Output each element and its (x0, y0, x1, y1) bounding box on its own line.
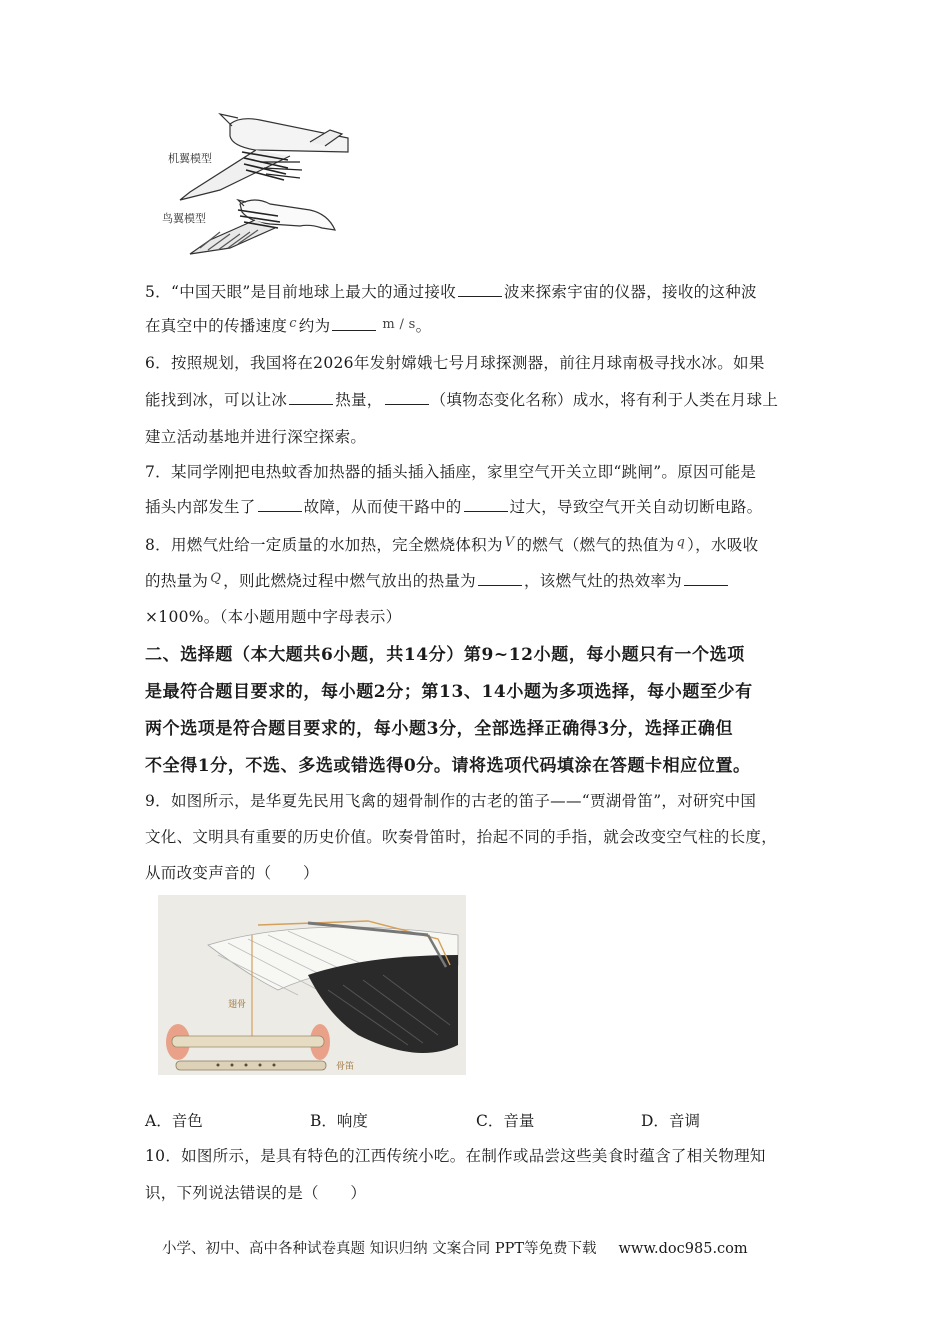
q5-line1 (145, 280, 757, 302)
footer-text: 小学、初中、高中各种试卷真题 知识归纳 文案合同 PPT等免费下载 (162, 1241, 597, 1257)
q8-var-q: q (676, 535, 686, 550)
q7-text-4: 过大，导致空气开关自动切断电路。 (509, 498, 763, 516)
q5-text-5: 。 (415, 317, 432, 335)
q6-text-2: 能找到冰，可以让冰 (145, 391, 288, 409)
q9-line2 (145, 825, 777, 847)
q7-blank-1[interactable] (258, 497, 302, 512)
q9-option-b-key: B． (310, 1112, 337, 1130)
q8-text-5: ，则此燃烧过程中燃气放出的热量为 (223, 572, 476, 590)
q8-text-6: ，该燃气灶的热效率为 (523, 572, 682, 590)
q9-option-d[interactable] (641, 1109, 700, 1131)
q5-blank-1[interactable] (458, 282, 502, 297)
q8-line3 (145, 605, 401, 627)
q9-option-a-key: A． (145, 1112, 172, 1130)
q9-option-a[interactable] (145, 1109, 203, 1131)
q6-blank-2[interactable] (385, 390, 429, 405)
q5-unit: m / s (382, 317, 416, 332)
bird-wing-model-label: 鸟翼模型 (162, 212, 206, 225)
q6-blank-1[interactable] (289, 390, 333, 405)
q8-blank-1[interactable] (478, 571, 522, 586)
q9-option-c-text: 音量 (503, 1112, 535, 1130)
q9-line1 (145, 789, 756, 811)
section2-line3: 两个选项是符合题目要求的，每小题3分，全部选择正确得3分，选择正确但 (145, 719, 734, 739)
q9-line3 (145, 861, 319, 883)
q8-line2 (145, 569, 730, 591)
wing-model-figure (160, 112, 352, 257)
section2-line2: 是最符合题目要求的，每小题2分；第13、14小题为多项选择，每小题至少有 (145, 682, 753, 702)
q5-var-c: c (289, 316, 297, 331)
q5-line2 (145, 314, 431, 336)
q9-number: 9． (145, 792, 171, 810)
q9-option-d-text: 音调 (668, 1112, 700, 1130)
q5-text-3: 在真空中的传播速度 (145, 317, 288, 335)
q8-text-2: 的燃气（燃气的热值为 (516, 536, 675, 554)
bone-flute-figure (158, 895, 466, 1075)
q9-option-c[interactable] (476, 1109, 534, 1131)
q6-text-3: 热量， (335, 391, 383, 409)
q9-text-2: 文化、文明具有重要的历史价值。吹奏骨笛时，抬起不同的手指，就会改变空气柱的长度， (145, 828, 778, 846)
q10-text-2: 识，下列说法错误的是（ ） (145, 1184, 367, 1202)
q10-number: 10． (145, 1147, 182, 1165)
q7-text-3: 故障，从而使干路中的 (303, 498, 462, 516)
q8-number: 8． (145, 536, 171, 554)
q6-line3 (145, 425, 366, 447)
q6-line1 (145, 351, 765, 373)
q7-line1 (145, 460, 756, 482)
q7-line2 (145, 495, 762, 517)
q9-option-d-key: D． (641, 1112, 669, 1130)
q9-option-c-key: C． (476, 1112, 504, 1130)
q7-blank-2[interactable] (464, 497, 508, 512)
q9-option-b-text: 响度 (336, 1112, 368, 1130)
q8-text-1: 用燃气灶给一定质量的水加热，完全燃烧体积为 (170, 536, 503, 554)
bone-flute-bar (176, 1061, 326, 1070)
section2-line4: 不全得1分，不选、多选或错选得0分。请将选项代码填涂在答题卡相应位置。 (145, 756, 751, 776)
q6-number: 6． (145, 354, 171, 372)
q5-text-1: “中国天眼”是目前地球上最大的通过接收 (170, 283, 457, 301)
q8-var-Q: Q (210, 571, 222, 586)
q5-blank-2[interactable] (332, 316, 376, 331)
q9-text-3: 从而改变声音的（ ） (145, 864, 319, 882)
q7-text-2: 插头内部发生了 (145, 498, 256, 516)
q5-text-2: 波来探索宇宙的仪器，接收的这种波 (504, 283, 757, 301)
q8-line1 (145, 533, 758, 555)
q10-line1 (145, 1144, 766, 1166)
q8-text-4: 的热量为 (145, 572, 209, 590)
q8-blank-2[interactable] (684, 571, 728, 586)
q9-text-1: 如图所示，是华夏先民用飞禽的翅骨制作的古老的笛子——“贾湖骨笛”，对研究中国 (170, 792, 757, 810)
q6-text-5: 建立活动基地并进行深空探索。 (145, 428, 367, 446)
footer-url[interactable]: www.doc985.com (618, 1241, 748, 1257)
page-footer (162, 1237, 748, 1258)
q10-line2 (145, 1181, 366, 1203)
wingbone-label: 翅骨 (228, 1000, 247, 1010)
wing-model-label: 机翼模型 (168, 152, 212, 165)
q7-number: 7． (145, 463, 171, 481)
q8-text-7: ×100%。（本小题用题中字母表示） (145, 608, 402, 626)
section2-line1: 二、选择题（本大题共6小题，共14分）第9~12小题，每小题只有一个选项 (145, 645, 745, 665)
q5-text-4: 约为 (298, 317, 331, 335)
q9-option-b[interactable] (310, 1109, 368, 1131)
q6-line2 (145, 388, 778, 410)
bird-illustration (190, 200, 335, 254)
q10-text-1: 如图所示，是具有特色的江西传统小吃。在制作或品尝这些美食时蕴含了相关物理知 (181, 1147, 766, 1165)
q8-text-3: ），水吸收 (687, 536, 759, 554)
bone-flute-label: 骨笛 (336, 1062, 355, 1072)
q8-var-V: V (504, 535, 515, 550)
q6-text-1: 按照规划，我国将在2026年发射嫦娥七号月球探测器，前往月球南极寻找水冰。如果 (170, 354, 765, 372)
q9-option-a-text: 音色 (171, 1112, 203, 1130)
q6-text-4: （填物态变化名称）成水，将有利于人类在月球上 (430, 391, 779, 409)
q5-number: 5． (145, 283, 171, 301)
q7-text-1: 某同学刚把电热蚊香加热器的插头插入插座，家里空气开关立即“跳闸”。原因可能是 (170, 463, 757, 481)
